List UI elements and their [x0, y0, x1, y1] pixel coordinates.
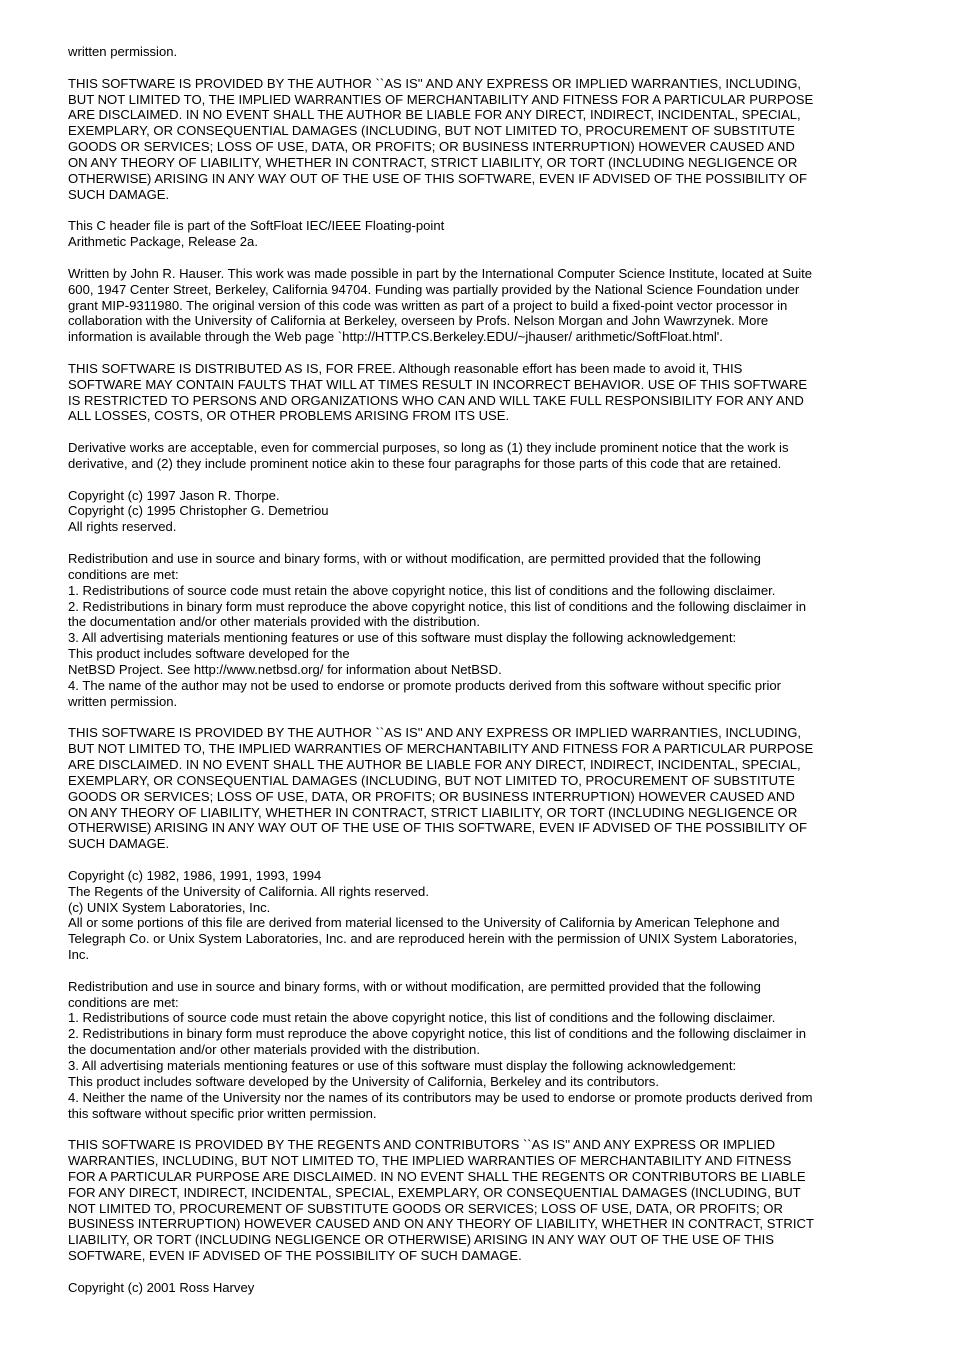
- text-line: written permission.: [68, 693, 178, 709]
- document-paragraph: [68, 488, 898, 536]
- text-line: FOR A PARTICULAR PURPOSE ARE DISCLAIMED. IN NO EVENT SHALL THE REGENTS OR CONTRIBUTORS BE LIABLE: [68, 1168, 806, 1184]
- text-line: ARE DISCLAIMED. IN NO EVENT SHALL THE AUTHOR BE LIABLE FOR ANY DIRECT, INDIRECT, INCIDENTAL, SPECIAL,: [68, 756, 801, 772]
- text-line: ALL LOSSES, COSTS, OR OTHER PROBLEMS ARISING FROM ITS USE.: [68, 408, 510, 424]
- text-line: GOODS OR SERVICES; LOSS OF USE, DATA, OR PROFITS; OR BUSINESS INTERRUPTION) HOWEVER CAUSED AND: [68, 139, 795, 155]
- text-line: conditions are met:: [68, 994, 179, 1010]
- text-line: THIS SOFTWARE IS PROVIDED BY THE AUTHOR ``AS IS'' AND ANY EXPRESS OR IMPLIED WARRANTIES, INCLUDING,: [68, 725, 802, 741]
- text-line: Redistribution and use in source and binary forms, with or without modification, are permitted provided that the following: [68, 551, 761, 566]
- text-line: BUSINESS INTERRUPTION) HOWEVER CAUSED AND ON ANY THEORY OF LIABILITY, WHETHER IN CONTRACT, STRICT: [68, 1216, 814, 1232]
- text-line: OTHERWISE) ARISING IN ANY WAY OUT OF THE USE OF THIS SOFTWARE, EVEN IF ADVISED OF THE POSSIBILITY OF: [68, 820, 807, 836]
- text-line: Written by John R. Hauser. This work was made possible in part by the International Computer Science Institute, located at Suite: [68, 265, 813, 281]
- text-line: WARRANTIES, INCLUDING, BUT NOT LIMITED TO, THE IMPLIED WARRANTIES OF MERCHANTABILITY AND FITNESS: [68, 1153, 792, 1169]
- text-line: Copyright (c) 1982, 1986, 1991, 1993, 1994: [68, 867, 322, 883]
- text-line: SOFTWARE MAY CONTAIN FAULTS THAT WILL AT TIMES RESULT IN INCORRECT BEHAVIOR. USE OF THIS SOFTWARE: [68, 376, 808, 392]
- text-line: SUCH DAMAGE.: [68, 186, 170, 202]
- text-line: Telegraph Co. or Unix System Laboratories, Inc. and are reproduced herein with the permission of UNIX System Laboratories,: [68, 931, 798, 947]
- text-line: the documentation and/or other materials provided with the distribution.: [68, 1042, 480, 1058]
- text-line: This product includes software developed by the University of California, Berkeley and its contributors.: [68, 1073, 659, 1089]
- document-paragraph: [68, 361, 898, 424]
- text-line: the documentation and/or other materials provided with the distribution.: [68, 614, 480, 630]
- text-line: NOT LIMITED TO, PROCUREMENT OF SUBSTITUTE GOODS OR SERVICES; LOSS OF USE, DATA, OR PROFITS; OR: [68, 1200, 783, 1216]
- text-line: The Regents of the University of California. All rights reserved.: [68, 883, 429, 899]
- text-line: This product includes software developed for the: [68, 646, 350, 662]
- text-line: GOODS OR SERVICES; LOSS OF USE, DATA, OR PROFITS; OR BUSINESS INTERRUPTION) HOWEVER CAUSED AND: [68, 788, 795, 804]
- text-line: (c) UNIX System Laboratories, Inc.: [68, 899, 271, 915]
- text-line: Arithmetic Package, Release 2a.: [68, 234, 258, 250]
- document-paragraph: [68, 218, 898, 250]
- text-line: this software without specific prior written permission.: [68, 1105, 377, 1121]
- text-line: 4. Neither the name of the University nor the names of its contributors may be used to endorse or promote products derived from: [68, 1089, 813, 1105]
- text-line: ON ANY THEORY OF LIABILITY, WHETHER IN CONTRACT, STRICT LIABILITY, OR TORT (INCLUDING NEGLIGENCE OR: [68, 804, 798, 820]
- document-paragraph: [68, 551, 898, 709]
- document-paragraph: [68, 440, 898, 472]
- text-line: 3. All advertising materials mentioning features or use of this software must display the following acknowledgement:: [68, 1058, 737, 1073]
- document-page: [68, 44, 898, 1312]
- text-line: All rights reserved.: [68, 519, 177, 535]
- text-line: BUT NOT LIMITED TO, THE IMPLIED WARRANTIES OF MERCHANTABILITY AND FITNESS FOR A PARTICULAR PURPOSE: [68, 91, 814, 107]
- text-line: LIABILITY, OR TORT (INCLUDING NEGLIGENCE OR OTHERWISE) ARISING IN ANY WAY OUT OF THE USE OF THIS: [68, 1232, 774, 1248]
- text-line: Copyright (c) 2001 Ross Harvey: [68, 1279, 255, 1295]
- document-paragraph: [68, 266, 898, 345]
- text-line: 600, 1947 Center Street, Berkeley, California 94704. Funding was partially provided by the National Science Foundation under: [68, 281, 800, 297]
- text-line: EXEMPLARY, OR CONSEQUENTIAL DAMAGES (INCLUDING, BUT NOT LIMITED TO, PROCUREMENT OF SUBSTITUTE: [68, 772, 795, 788]
- text-line: grant MIP-9311980. The original version of this code was written as part of a project to build a fixed-point vector processor in: [68, 297, 788, 313]
- document-paragraph: [68, 1280, 898, 1296]
- text-line: NetBSD Project. See http://www.netbsd.org/ for information about NetBSD.: [68, 661, 502, 677]
- text-line: ARE DISCLAIMED. IN NO EVENT SHALL THE AUTHOR BE LIABLE FOR ANY DIRECT, INDIRECT, INCIDENTAL, SPECIAL,: [68, 107, 801, 123]
- text-line: ON ANY THEORY OF LIABILITY, WHETHER IN CONTRACT, STRICT LIABILITY, OR TORT (INCLUDING NEGLIGENCE OR: [68, 154, 798, 170]
- text-line: FOR ANY DIRECT, INDIRECT, INCIDENTAL, SPECIAL, EXEMPLARY, OR CONSEQUENTIAL DAMAGES (INCLUDING, BUT: [68, 1184, 801, 1200]
- text-line: All or some portions of this file are derived from material licensed to the University of California by American Telephone and: [68, 915, 780, 931]
- document-paragraph: [68, 44, 898, 60]
- text-line: OTHERWISE) ARISING IN ANY WAY OUT OF THE USE OF THIS SOFTWARE, EVEN IF ADVISED OF THE POSSIBILITY OF: [68, 170, 807, 186]
- text-line: SOFTWARE, EVEN IF ADVISED OF THE POSSIBILITY OF SUCH DAMAGE.: [68, 1248, 522, 1264]
- text-line: collaboration with the University of California at Berkeley, overseen by Profs. Nelson Morgan and John Wawrzynek. More: [68, 313, 769, 329]
- text-line: information is available through the Web page `http://HTTP.CS.Berkeley.EDU/~jhauser/ arithmetic/SoftFloat.html'.: [68, 329, 723, 345]
- text-line: conditions are met:: [68, 566, 179, 582]
- text-line: derivative, and (2) they include prominent notice akin to these four paragraphs for those parts of this code that are retained.: [68, 455, 782, 471]
- text-line: 2. Redistributions in binary form must reproduce the above copyright notice, this list of conditions and the following disclaimer in: [68, 598, 806, 614]
- text-line: THIS SOFTWARE IS DISTRIBUTED AS IS, FOR FREE. Although reasonable effort has been made to avoid it, THIS: [68, 360, 743, 376]
- text-line: Copyright (c) 1995 Christopher G. Demetriou: [68, 503, 329, 519]
- text-line: This C header file is part of the SoftFloat IEC/IEEE Floating-point: [68, 218, 445, 234]
- text-line: 4. The name of the author may not be used to endorse or promote products derived from this software without specific prior: [68, 677, 782, 693]
- text-line: Inc.: [68, 947, 90, 963]
- text-line: 3. All advertising materials mentioning features or use of this software must display the following acknowledgement:: [68, 630, 737, 646]
- text-line: 1. Redistributions of source code must retain the above copyright notice, this list of conditions and the following disclaimer.: [68, 1010, 776, 1026]
- document-paragraph: [68, 979, 898, 1122]
- document-paragraph: [68, 1137, 898, 1264]
- text-line: THIS SOFTWARE IS PROVIDED BY THE AUTHOR ``AS IS'' AND ANY EXPRESS OR IMPLIED WARRANTIES, INCLUDING,: [68, 75, 802, 91]
- text-line: 1. Redistributions of source code must retain the above copyright notice, this list of conditions and the following disclaimer.: [68, 582, 776, 598]
- document-paragraph: [68, 76, 898, 203]
- text-line: EXEMPLARY, OR CONSEQUENTIAL DAMAGES (INCLUDING, BUT NOT LIMITED TO, PROCUREMENT OF SUBSTITUTE: [68, 123, 795, 139]
- text-line: Copyright (c) 1997 Jason R. Thorpe.: [68, 487, 280, 503]
- text-line: written permission.: [68, 44, 178, 59]
- text-line: Derivative works are acceptable, even for commercial purposes, so long as (1) they include prominent notice that the work is: [68, 440, 789, 456]
- document-paragraph: [68, 725, 898, 852]
- text-line: THIS SOFTWARE IS PROVIDED BY THE REGENTS AND CONTRIBUTORS ``AS IS'' AND ANY EXPRESS OR IMPLIED: [68, 1137, 776, 1153]
- text-line: IS RESTRICTED TO PERSONS AND ORGANIZATIONS WHO CAN AND WILL TAKE FULL RESPONSIBILITY FOR ANY AND: [68, 392, 804, 408]
- text-line: 2. Redistributions in binary form must reproduce the above copyright notice, this list of conditions and the following disclaimer in: [68, 1026, 806, 1042]
- text-line: SUCH DAMAGE.: [68, 836, 170, 852]
- text-line: BUT NOT LIMITED TO, THE IMPLIED WARRANTIES OF MERCHANTABILITY AND FITNESS FOR A PARTICULAR PURPOSE: [68, 741, 814, 757]
- document-paragraph: [68, 868, 898, 963]
- text-line: Redistribution and use in source and binary forms, with or without modification, are permitted provided that the following: [68, 978, 761, 994]
